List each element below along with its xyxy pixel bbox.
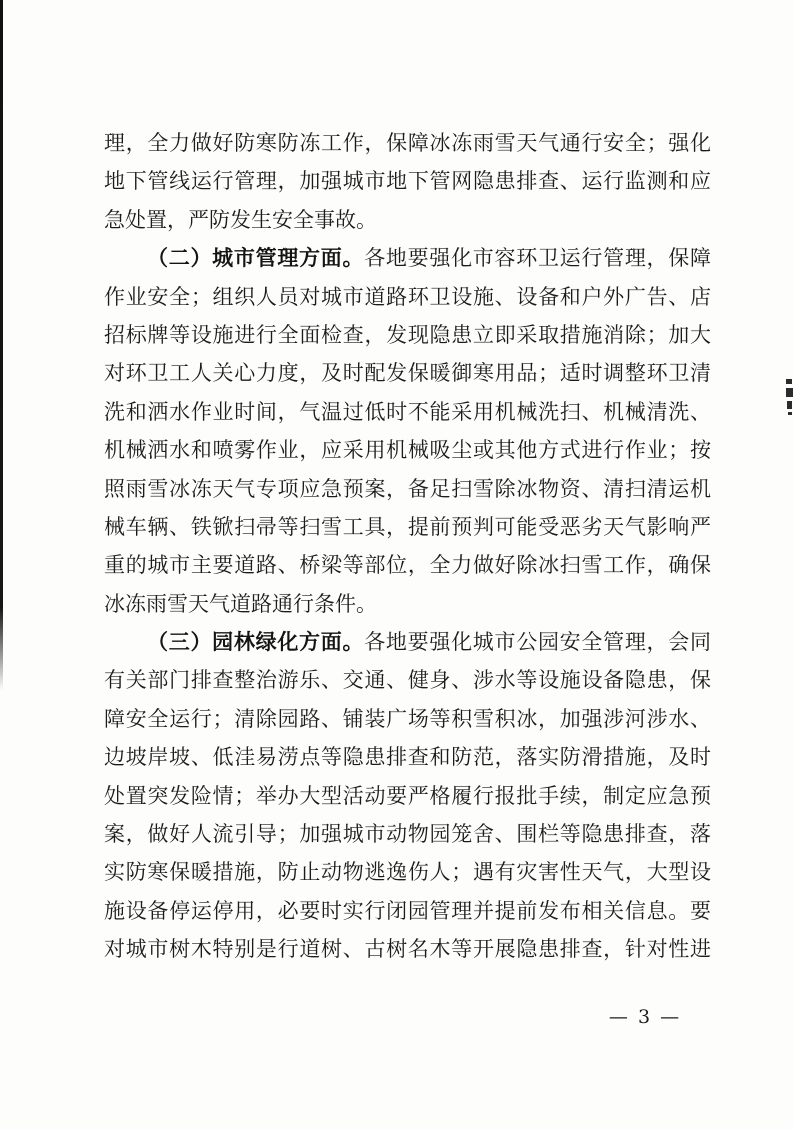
paragraph-continuation (104, 124, 711, 239)
section-heading-3: （三）园林绿化方面。 (147, 629, 365, 655)
scan-artifact-right-mark (786, 379, 792, 384)
scan-artifact-right-mark (786, 388, 793, 397)
text-line: 处置突发险情；举办大型活动要严格履行报批手续，制定应急预 (104, 783, 711, 808)
text-line: 边坡岸坡、低洼易涝点等隐患排查和防范，落实防滑措施，及时 (104, 745, 711, 770)
text-line: 理，全力做好防寒防冻工作，保障冰冻雨雪天气通行安全；强化 (104, 131, 711, 155)
scan-artifact-left-edge (0, 0, 3, 690)
paragraph-section-3-body (104, 661, 711, 968)
text-line: 重的城市主要道路、桥梁等部位，全力做好除冰扫雪工作，确保 (104, 553, 711, 578)
paragraph-section-3 (104, 623, 711, 969)
text-line: 急处置，严防发生安全事故。 (104, 207, 377, 232)
document-body (104, 124, 711, 969)
scan-artifact-right-mark (787, 401, 792, 409)
section-heading-2: （二）城市管理方面。 (147, 245, 365, 271)
text-line (104, 623, 711, 661)
text-line: 对城市树木特别是行道树、古树名木等开展隐患排查，针对性进 (104, 937, 711, 962)
paragraph-section-2-body (104, 278, 711, 624)
text-line: 冰冻雨雪天气道路通行条件。 (104, 591, 377, 616)
text-line: 照雨雪冰冻天气专项应急预案，备足扫雪除冰物资、清扫清运机 (104, 476, 711, 501)
text-line: 对环卫工人关心力度，及时配发保暖御寒用品；适时调整环卫清 (104, 361, 711, 386)
paragraph-section-2 (104, 239, 711, 623)
text-line: 作业安全；组织人员对城市道路环卫设施、设备和户外广告、店 (104, 284, 711, 309)
text-line: 有关部门排查整治游乐、交通、健身、涉水等设施设备隐患，保 (104, 668, 711, 693)
text-line: 实防寒保暖措施，防止动物逃逸伤人；遇有灾害性天气，大型设 (104, 860, 711, 885)
text-line: 施设备停运停用，必要时实行闭园管理并提前发布相关信息。要 (104, 898, 711, 923)
text-line: 机械洒水和喷雾作业，应采用机械吸尘或其他方式进行作业；按 (104, 438, 711, 463)
text-line: 地下管线运行管理，加强城市地下管网隐患排查、运行监测和应 (104, 169, 711, 194)
text-line: 洗和洒水作业时间，气温过低时不能采用机械洗扫、机械清洗、 (104, 399, 711, 424)
text-line: 招标牌等设施进行全面检查，发现隐患立即采取措施消除；加大 (104, 322, 711, 347)
text-line (104, 239, 711, 277)
text-line: 械车辆、铁锨扫帚等扫雪工具，提前预判可能受恶劣天气影响严 (104, 514, 711, 539)
scan-artifact-right-mark (788, 412, 792, 415)
text-line: 障安全运行；清除园路、铺装广场等积雪积冰，加强涉河涉水、 (104, 706, 711, 731)
text-run: 各地要强化城市公园安全管理，会同 (364, 630, 712, 655)
page-number: — 3 — (608, 1006, 682, 1028)
text-run: 各地要强化市容环卫运行管理，保障 (364, 246, 712, 271)
text-line: 案，做好人流引导；加强城市动物园笼舍、围栏等隐患排查，落 (104, 822, 711, 847)
